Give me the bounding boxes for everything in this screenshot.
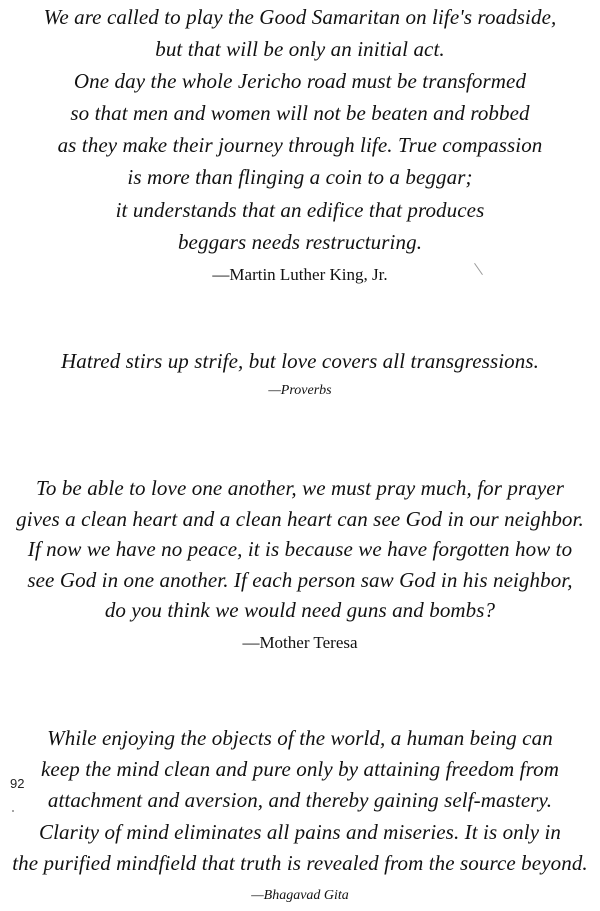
quote-line: but that will be only an initial act. [155, 37, 445, 62]
quote-line: While enjoying the objects of the world, a human being can [47, 726, 553, 750]
page-number: 92 [10, 776, 25, 791]
quote-line: Hatred stirs up strife, but love covers all transgressions. [61, 349, 539, 373]
quote-proverbs [0, 343, 600, 403]
quote-line: gives a clean heart and a clean heart can see God in our neighbor. [16, 506, 584, 531]
quote-attribution: —Martin Luther King, Jr. [212, 264, 388, 284]
quote-line: the purified mindfield that truth is revealed from the source beyond. [12, 850, 588, 875]
quote-line: it understands that an edifice that produces [115, 197, 485, 222]
quote-line: One day the whole Jericho road must be transformed [73, 69, 527, 94]
quote-line: so that men and women will not be beaten and robbed [70, 101, 530, 126]
quote-line: If now we have no peace, it is because we have forgotten how to [27, 537, 573, 561]
quote-attribution: —Mother Teresa [242, 632, 358, 652]
quote-line: beggars needs restructuring. [177, 229, 423, 254]
quote-line: Clarity of mind eliminates all pains and miseries. It is only in [38, 819, 562, 844]
quote-line: To be able to love one another, we must pray much, for prayer [36, 476, 564, 500]
quote-attribution: —Proverbs [268, 383, 332, 398]
quote-line: We are called to play the Good Samaritan on life's roadside, [43, 5, 557, 29]
quote-line: see God in one another. If each person saw God in his neighbor, [27, 567, 573, 592]
quote-line: attachment and aversion, and thereby gaining self-mastery. [47, 788, 553, 813]
quote-attribution: —Bhagavad Gita [251, 888, 349, 904]
quote-mother-teresa [0, 473, 600, 658]
scan-dot [12, 810, 14, 812]
quote-bhagavad-gita [0, 723, 600, 911]
quote-mlk [0, 1, 600, 290]
quote-line: do you think we would need guns and bombs? [104, 598, 496, 622]
quote-line: is more than flinging a coin to a beggar; [127, 165, 473, 190]
quote-line: keep the mind clean and pure only by attaining freedom from [41, 757, 559, 782]
quote-line: as they make their journey through life. True compassion [57, 133, 543, 158]
